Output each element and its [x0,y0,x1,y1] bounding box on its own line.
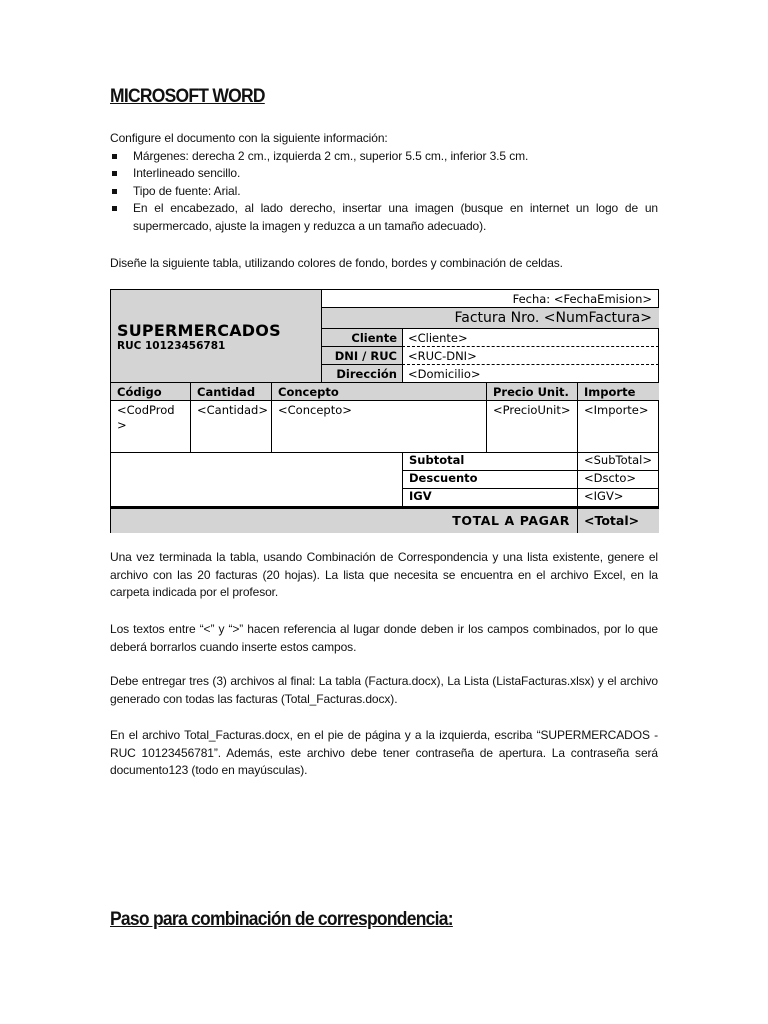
grid-line [321,307,659,308]
grid-line [111,506,659,509]
direccion-label: Dirección [336,367,397,381]
descuento-value: <Dscto> [584,471,636,485]
grid-line [402,328,403,383]
bullet-icon [112,154,117,159]
invoice-table [110,289,659,533]
subtotal-label: Subtotal [409,453,465,467]
intro-text: Configure el documento con la siguiente información: [110,131,388,145]
grid-line [271,382,272,452]
total-value: <Total> [584,513,640,528]
grid-line [577,382,578,452]
grid-line [402,346,659,347]
header-codigo: Código [117,385,162,399]
direccion-value: <Domicilio> [408,367,481,381]
cell-preciounit: <PrecioUnit> [493,403,571,417]
grid-line [577,452,578,533]
list-item: Interlineado sencillo. [110,165,658,183]
paragraph-footer: En el archivo Total_Facturas.docx, en el pie de página y a la izquierda, escriba “SUPERMERCADOS - RUC 10123456781”. Además, este archivo debe tener contraseña de apertura. La contraseña será documento123 (todo en mayúsculas). [110,728,658,777]
cliente-label: Cliente [351,331,397,345]
subtotal-value: <SubTotal> [584,453,653,467]
header-concepto: Concepto [278,385,339,399]
total-label: TOTAL A PAGAR [452,513,570,528]
paragraph-fields: Los textos entre “<” y “>” hacen referencia al lugar donde deben ir los campos combinados, por lo que deberá borrarlos cuando inserte estos campos. [110,622,658,654]
intro-block [110,130,658,235]
igv-value: <IGV> [584,489,624,503]
bullet-icon [112,171,117,176]
factura-field: Factura Nro. <NumFactura> [454,310,652,326]
bullet-icon [112,206,117,211]
grid-line [486,382,487,452]
cell-codprod: <CodProd > [117,403,175,432]
grid-line [402,364,659,365]
dni-label: DNI / RUC [334,349,397,363]
grid-line [402,452,403,507]
grid-line [402,470,659,471]
paragraph-merge: Una vez terminada la tabla, usando Combinación de Correspondencia y una lista existente, genere el archivo con las 20 facturas (20 hojas). La lista que necesita se encuentra en el archivo Excel, en la carpeta indicada por el profesor. [110,550,658,599]
brand-ruc: RUC 10123456781 [117,340,226,352]
grid-line [321,364,402,365]
header-precio: Precio Unit. [493,385,569,399]
header-cantidad: Cantidad [197,385,256,399]
descuento-label: Descuento [409,471,478,485]
paragraph-deliverables: Debe entregar tres (3) archivos al final: La tabla (Factura.docx), La Lista (ListaFacturas.xlsx) y el archivo generado con todas las facturas (Total_Facturas.docx). [110,674,658,706]
grid-line [321,328,659,329]
igv-label: IGV [409,489,432,503]
document-title: MICROSOFT WORD [110,86,265,107]
brand-name: SUPERMERCADOS [117,321,281,340]
rules-list [110,148,658,236]
design-note: Diseñe la siguiente tabla, utilizando colores de fondo, bordes y combinación de celdas. [110,256,563,270]
bullet-icon [112,189,117,194]
grid-line [402,488,659,489]
section-subtitle: Paso para combinación de correspondencia: [110,909,453,930]
grid-line [321,290,322,383]
list-item: En el encabezado, al lado derecho, insertar una imagen (busque en internet un logo de un supermercado, ajuste la imagen y reduzca a un tamaño adecuado). [110,200,658,235]
cliente-value: <Cliente> [408,331,468,345]
grid-line [321,346,402,347]
cell-importe: <Importe> [584,403,649,417]
grid-line [190,382,191,452]
fecha-field: Fecha: <FechaEmision> [512,292,652,306]
dni-value: <RUC-DNI> [408,349,477,363]
cell-concepto: <Concepto> [278,403,352,417]
list-item: Tipo de fuente: Arial. [110,183,658,201]
cell-cantidad: <Cantidad> [197,403,268,417]
list-item: Márgenes: derecha 2 cm., izquierda 2 cm., superior 5.5 cm., inferior 3.5 cm. [110,148,658,166]
header-importe: Importe [584,385,636,399]
